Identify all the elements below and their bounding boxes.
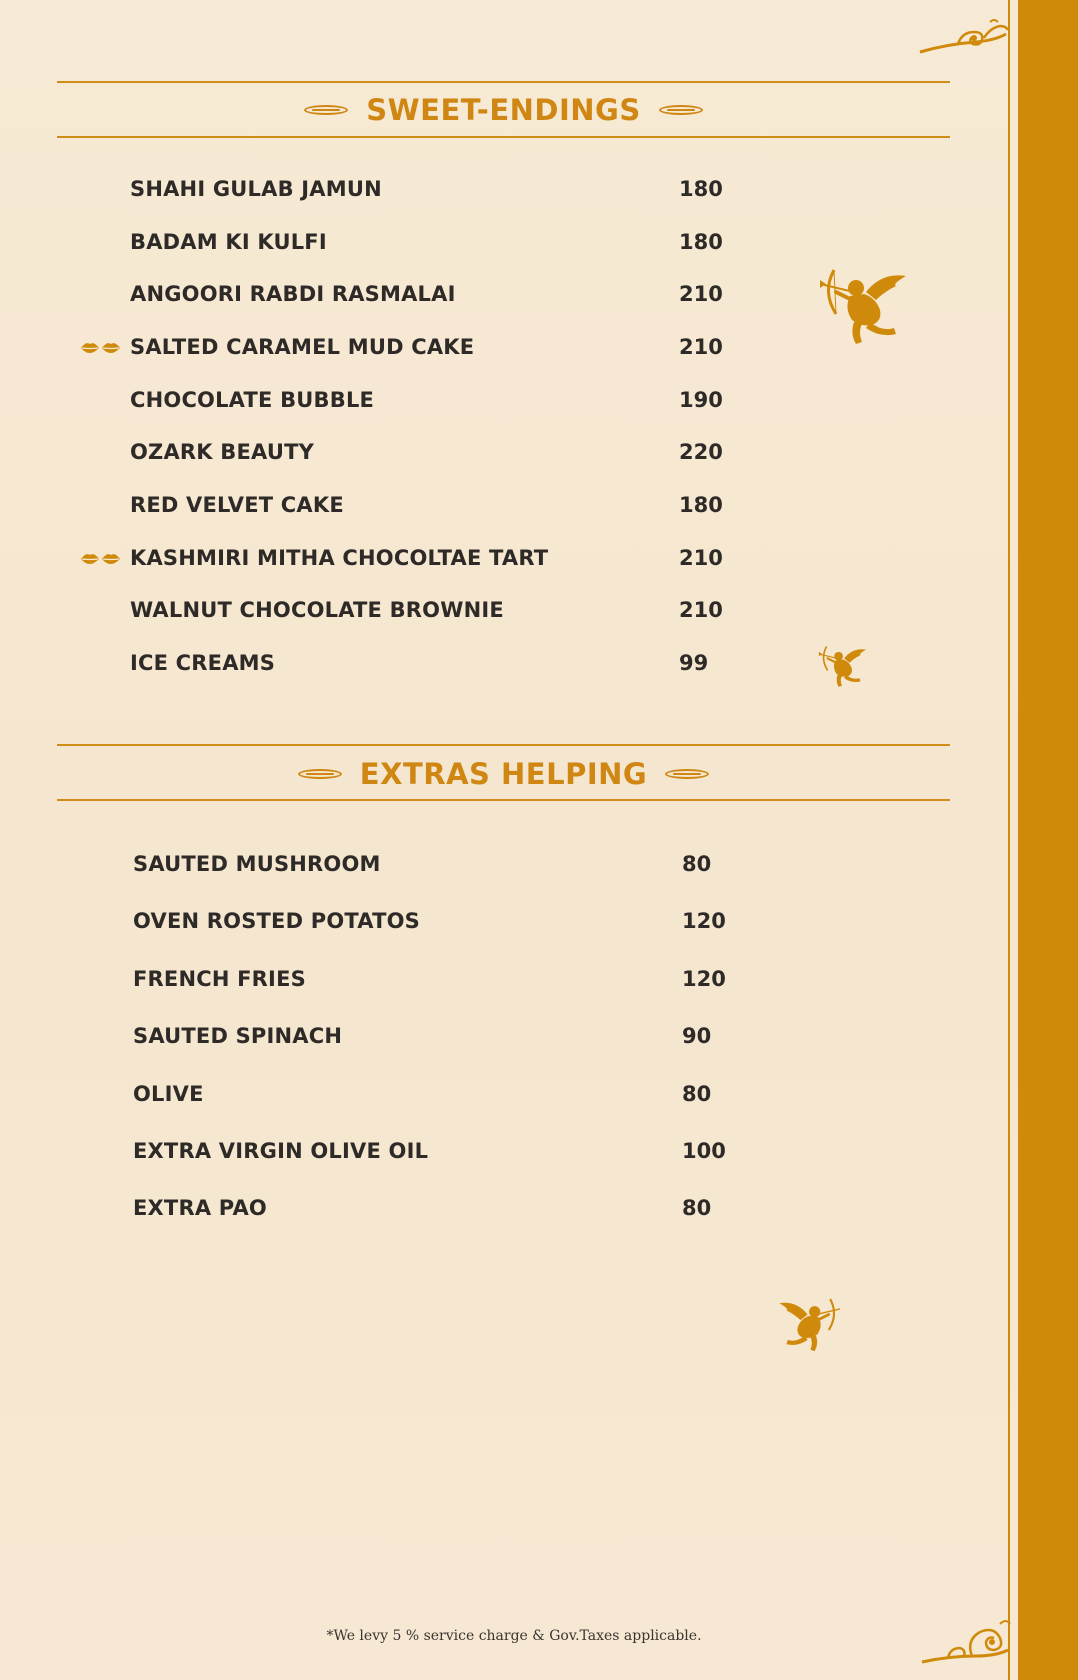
menu-item-name: OVEN ROSTED POTATOS (133, 909, 420, 933)
menu-item-price: 90 (682, 1024, 712, 1048)
menu-item-name: CHOCOLATE BUBBLE (130, 388, 375, 412)
cupid-icon (778, 1290, 840, 1356)
section-title (57, 91, 950, 127)
menu-item-price: 190 (679, 388, 723, 412)
section-title (57, 755, 950, 791)
menu-item-price: 210 (679, 598, 723, 622)
menu-item-name: FRENCH FRIES (133, 967, 306, 991)
menu-item-price: 80 (682, 1082, 712, 1106)
menu-item-price: 180 (679, 230, 723, 254)
menu-item-price: 120 (682, 967, 726, 991)
menu-item-name: ICE CREAMS (130, 651, 276, 675)
cupid-icon (820, 262, 908, 346)
footer-note: *We levy 5 % service charge & Gov.Taxes applicable. (326, 1628, 702, 1644)
menu-item-name: EXTRA PAO (133, 1196, 267, 1220)
ornament-icon (659, 105, 703, 115)
menu-item-name: SHAHI GULAB JAMUN (130, 177, 382, 201)
cupid-icon (818, 642, 868, 688)
border-line (1008, 0, 1010, 1680)
menu-item-name: SAUTED SPINACH (133, 1024, 343, 1048)
section-divider (57, 136, 950, 138)
menu-item-price: 210 (679, 335, 723, 359)
menu-item-price: 210 (679, 546, 723, 570)
menu-item-name: OZARK BEAUTY (130, 440, 315, 464)
lips-icon (80, 551, 122, 567)
menu-item-name: SALTED CARAMEL MUD CAKE (130, 335, 475, 359)
ornament-icon (304, 105, 348, 115)
side-band (1018, 0, 1078, 1680)
lips-icon (80, 340, 122, 356)
menu-item-price: 99 (679, 651, 709, 675)
section-title-text: EXTRAS HELPING (359, 757, 648, 791)
menu-item-price: 220 (679, 440, 723, 464)
menu-item-price: 80 (682, 1196, 712, 1220)
menu-item-price: 180 (679, 177, 723, 201)
section-title-text: SWEET-ENDINGS (366, 93, 641, 127)
menu-item-name: ANGOORI RABDI RASMALAI (130, 282, 456, 306)
section-divider (57, 744, 950, 746)
menu-item-price: 210 (679, 282, 723, 306)
section-divider (57, 81, 950, 83)
menu-item-name: KASHMIRI MITHA CHOCOLTAE TART (130, 546, 549, 570)
menu-item-name: RED VELVET CAKE (130, 493, 344, 517)
menu-item-name: BADAM KI KULFI (130, 230, 327, 254)
menu-item-name: SAUTED MUSHROOM (133, 852, 381, 876)
menu-item-price: 80 (682, 852, 712, 876)
menu-item-name: WALNUT CHOCOLATE BROWNIE (130, 598, 504, 622)
section-divider (57, 799, 950, 801)
ornament-icon (298, 769, 342, 779)
menu-item-price: 100 (682, 1139, 726, 1163)
menu-item-price: 120 (682, 909, 726, 933)
menu-item-name: OLIVE (133, 1082, 204, 1106)
menu-item-name: EXTRA VIRGIN OLIVE OIL (133, 1139, 429, 1163)
ornament-icon (665, 769, 709, 779)
scroll-flourish-icon (918, 18, 1010, 58)
menu-item-price: 180 (679, 493, 723, 517)
